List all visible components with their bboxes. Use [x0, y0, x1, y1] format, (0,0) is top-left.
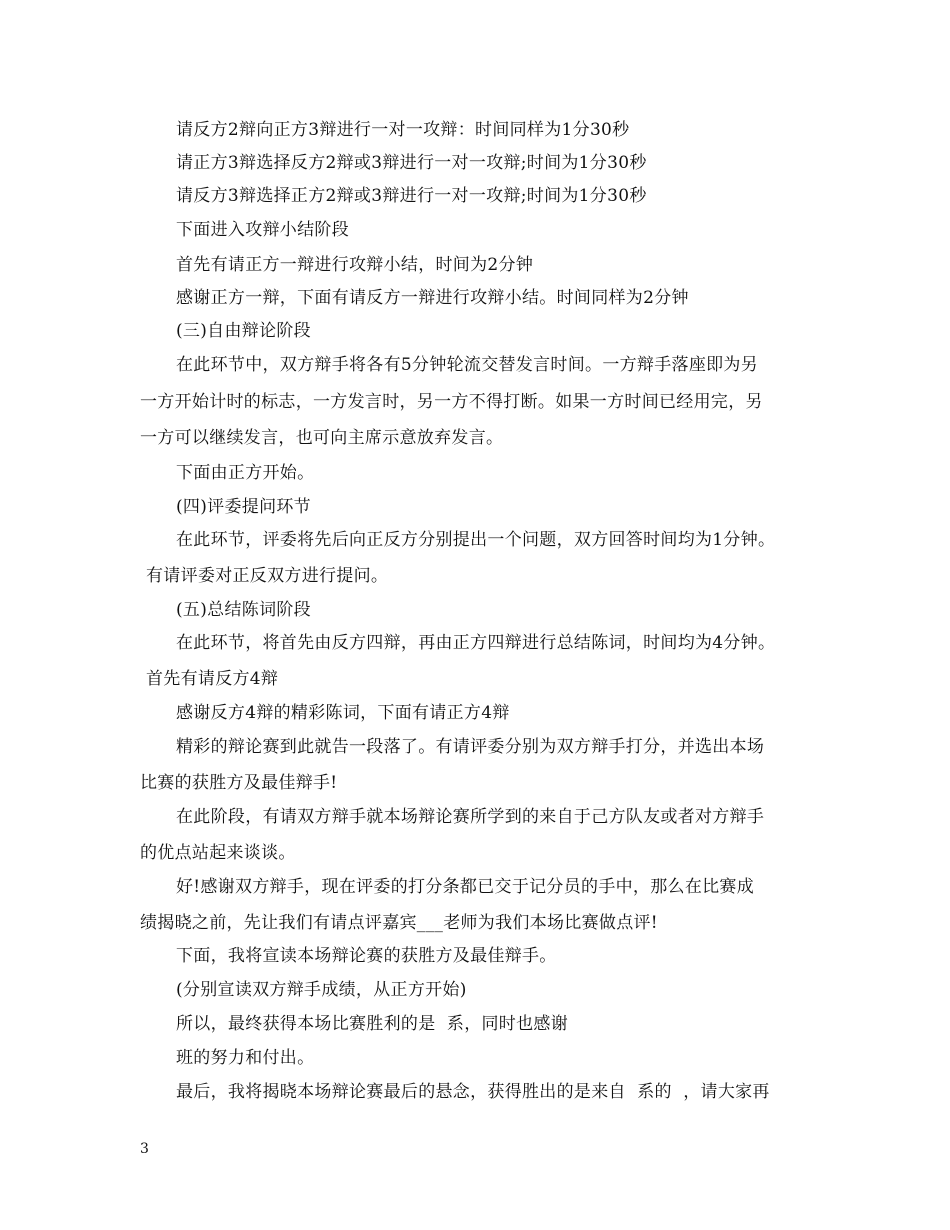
- text-line: 感谢正方一辩，下面有请反方一辩进行攻辩小结。时间同样为2分钟: [176, 288, 689, 308]
- text-line: 首先有请正方一辩进行攻辩小结，时间为2分钟: [176, 255, 534, 275]
- text-line: 请反方2辩向正方3辩进行一对一攻辩：时间同样为1分30秒: [176, 120, 630, 140]
- text-line: 一方可以继续发言，也可向主席示意放弃发言。: [140, 428, 504, 448]
- text-line: 在此环节中，双方辩手将各有5分钟轮流交替发言时间。一方辩手落座即为另: [176, 355, 759, 375]
- text-line: 在此环节，将首先由反方四辩，再由正方四辩进行总结陈词，时间均为4分钟。: [176, 633, 776, 653]
- text-line: 首先有请反方4辩: [146, 669, 279, 689]
- text-line: 下面由正方开始。: [176, 463, 315, 483]
- text-line: 精彩的辩论赛到此就告一段落了。有请评委分别为双方辩手打分，并选出本场: [176, 737, 765, 757]
- text-line: 下面进入攻辩小结阶段: [176, 220, 349, 240]
- text-line: 下面，我将宣读本场辩论赛的获胜方及最佳辩手。: [176, 946, 557, 966]
- text-line: 请正方3辩选择反方2辩或3辩进行一对一攻辩;时间为1分30秒: [176, 153, 647, 173]
- text-line: 绩揭晓之前，先让我们有请点评嘉宾___老师为我们本场比赛做点评!: [140, 913, 658, 933]
- section-heading: (四)评委提问环节: [176, 497, 311, 517]
- text-line: 在此环节，评委将先后向正反方分别提出一个问题，双方回答时间均为1分钟。: [176, 530, 776, 550]
- text-line: 比赛的获胜方及最佳辩手!: [140, 773, 338, 793]
- text-line: 在此阶段，有请双方辩手就本场辩论赛所学到的来自于己方队友或者对方辩手: [176, 807, 765, 827]
- text-line: 最后，我将揭晓本场辩论赛最后的悬念，获得胜出的是来自 系的 ，请大家再: [176, 1082, 770, 1102]
- text-line: 一方开始计时的标志，一方发言时，另一方不得打断。如果一方时间已经用完，另: [140, 392, 763, 412]
- text-line: 有请评委对正反双方进行提问。: [146, 566, 389, 586]
- text-line: 所以，最终获得本场比赛胜利的是 系，同时也感谢: [176, 1014, 569, 1034]
- section-heading: (三)自由辩论阶段: [176, 321, 311, 341]
- text-line: 的优点站起来谈谈。: [140, 843, 296, 863]
- page-number: 3: [140, 1141, 149, 1157]
- text-line: (分别宣读双方辩手成绩，从正方开始): [176, 980, 467, 1000]
- section-heading: (五)总结陈词阶段: [176, 600, 311, 620]
- text-line: 请反方3辩选择正方2辩或3辩进行一对一攻辩;时间为1分30秒: [176, 186, 647, 206]
- text-line: 班的努力和付出。: [176, 1048, 315, 1068]
- text-line: 感谢反方4辩的精彩陈词，下面有请正方4辩: [176, 703, 510, 723]
- text-line: 好!感谢双方辩手，现在评委的打分条都已交于记分员的手中，那么在比赛成: [176, 877, 755, 897]
